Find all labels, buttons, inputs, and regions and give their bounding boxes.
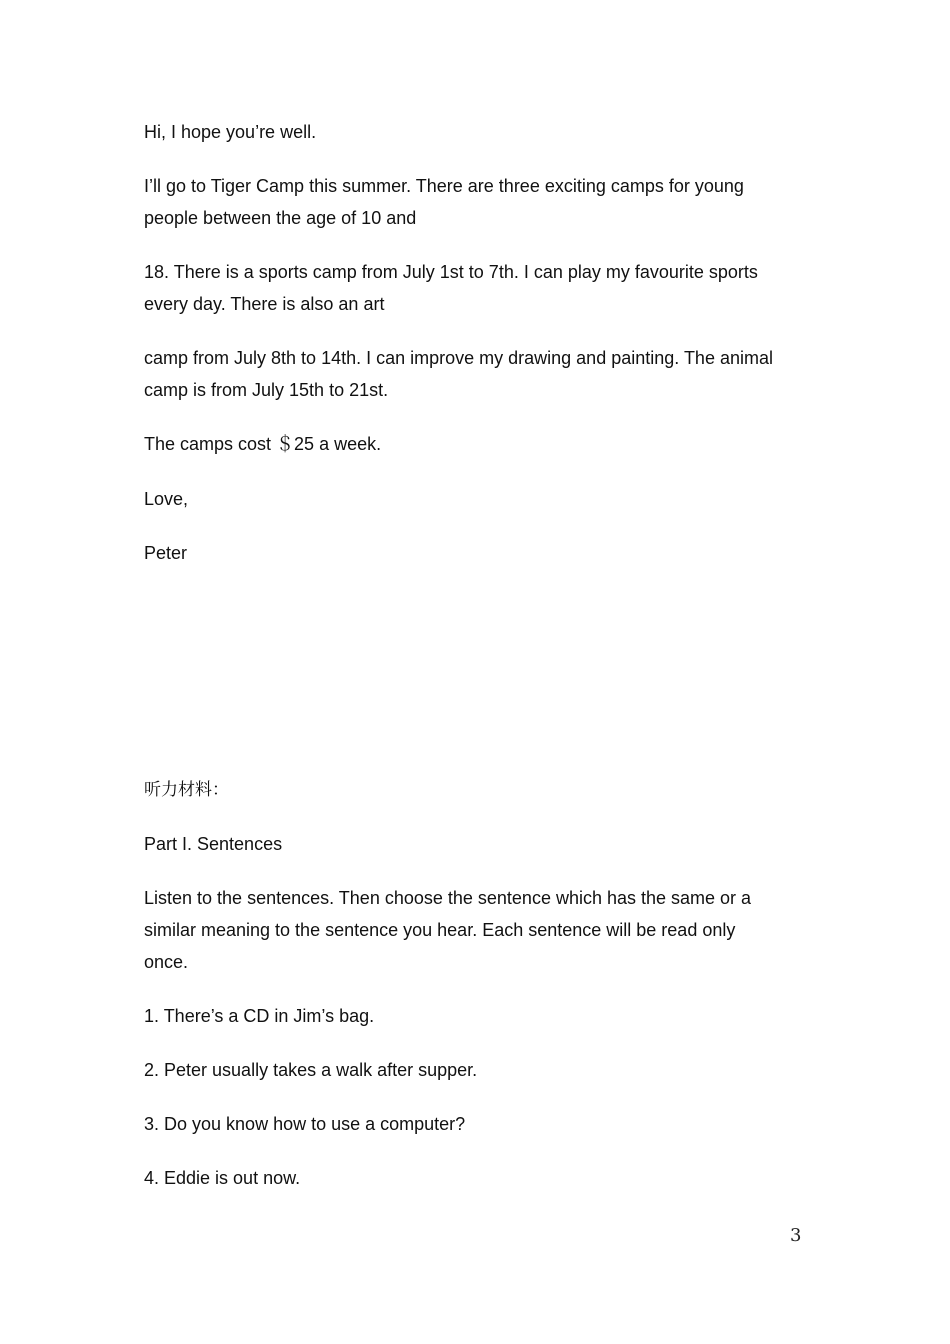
letter-paragraph-3-line-2: camp is from July 15th to 21st. <box>144 380 389 400</box>
sentence-item-2: 2. Peter usually takes a walk after supper. <box>144 1060 478 1080</box>
letter-paragraph-2-line-1: 18. There is a sports camp from July 1st to 7th. I can play my favourite sports <box>144 262 758 282</box>
instructions-line-3: once. <box>144 952 189 972</box>
instructions-line-2: similar meaning to the sentence you hear. Each sentence will be read only <box>144 920 736 940</box>
letter-paragraph-3-line-1: camp from July 8th to 14th. I can improve my drawing and painting. The animal <box>144 348 773 368</box>
sentence-item-1: 1. There’s a CD in Jim’s bag. <box>144 1006 375 1026</box>
listening-heading: 听力材料： <box>144 780 229 800</box>
instructions <box>144 882 814 978</box>
letter-paragraph-3 <box>144 342 814 406</box>
letter-closing: Love, <box>144 489 189 509</box>
sentence-item-4: 4. Eddie is out now. <box>144 1168 301 1188</box>
letter-paragraph-2-line-2: every day. There is also an art <box>144 294 385 314</box>
instructions-line-1: Listen to the sentences. Then choose the sentence which has the same or a <box>144 888 752 908</box>
letter-paragraph-1-line-1: I’ll go to Tiger Camp this summer. There are three exciting camps for young <box>144 176 744 196</box>
letter-paragraph-1-line-2: people between the age of 10 and <box>144 208 417 228</box>
letter-paragraph-1 <box>144 170 814 234</box>
page-number: 3 <box>790 1225 802 1246</box>
sentence-item-3: 3. Do you know how to use a computer? <box>144 1114 466 1134</box>
letter-signature: Peter <box>144 543 188 563</box>
letter-paragraph-2 <box>144 256 814 320</box>
letter-cost: The camps cost ＄25 a week. <box>144 434 382 454</box>
part-title: Part I. Sentences <box>144 834 283 854</box>
letter-greeting: Hi, I hope you’re well. <box>144 122 317 142</box>
